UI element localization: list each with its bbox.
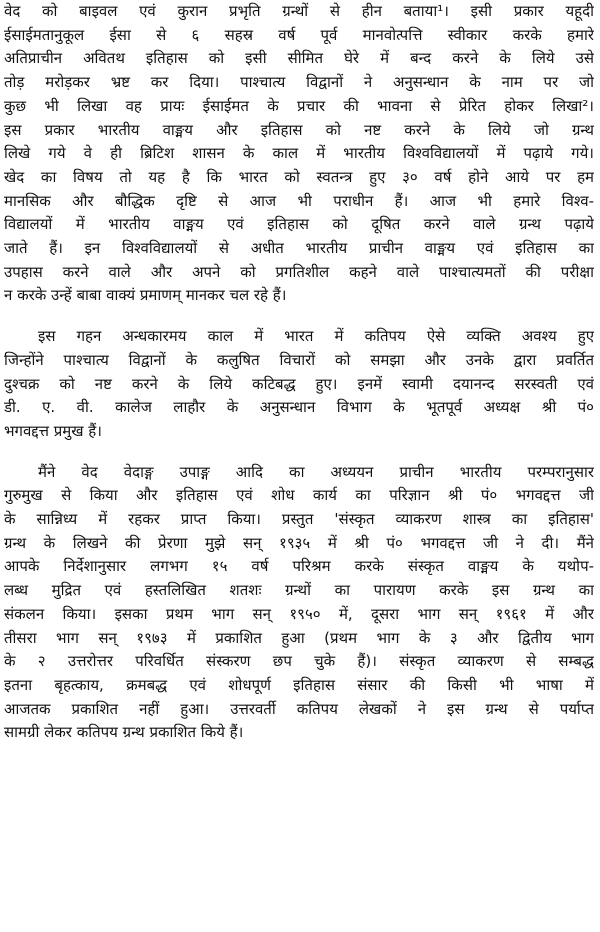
text-line: के २ उत्तरोत्तर परिवर्धित संस्करण छप चुके हैं)। संस्कृत व्याकरण से सम्बद्ध [4,652,594,671]
paragraph-3 [4,461,594,745]
paragraph-gap [4,444,594,461]
text-line: ग्रन्थ के लिखने की प्रेरणा मुझे सन् १९३५ में श्री पं० भगवद्दत्त जी ने दी। मैंने [4,533,594,552]
text-line: इस प्रकार भारतीय वाङ्मय और इतिहास को नष्ट करने के लिये जो ग्रन्थ [4,120,594,139]
text-line: लिखे गये वे ही ब्रिटिश शासन के काल में भारतीय विश्वविद्यालयों में पढ़ाये गये। [4,144,594,163]
text-line: के सान्निध्य में रहकर प्राप्त किया। प्रस्तुत 'संस्कृत व्याकरण शास्त्र का इतिहास' [4,510,594,529]
text-line: वेद को बाइवल एवं कुरान प्रभृति ग्रन्थों से हीन बताया¹। इसी प्रकार यहूदी [4,2,594,20]
text-line: मैंने वेद वेदाङ्ग उपाङ्ग आदि का अध्ययन प्राचीन भारतीय परम्परानुसार [38,462,594,481]
text-line: गुरुमुख से किया और इतिहास एवं शोध कार्य का परिज्ञान श्री पं० भगवद्दत्त जी [4,486,594,505]
text-line: आजतक प्रकाशित नहीं हुआ। उत्तरवर्ती कतिपय लेखकों ने इस ग्रन्थ से पर्याप्त [4,699,594,718]
text-line: भगवद्दत्त प्रमुख हैं। [4,421,102,440]
text-line: तीसरा भाग सन् १९७३ में प्रकाशित हुआ (प्रथम भाग के ३ और द्वितीय भाग [4,628,594,647]
text-line: लब्ध मुद्रित एवं हस्तलिखित शतशः ग्रन्थों का पारायण करके इस ग्रन्थ का [4,581,594,600]
text-line: आपके निर्देशानुसार लगभग १५ वर्ष परिश्रम करके संस्कृत वाङ्मय के यथोप- [4,557,594,576]
text-line: दुश्चक्र को नष्ट करने के लिये कटिबद्ध हुए। इनमें स्वामी दयानन्द सरस्वती एवं [4,374,594,393]
text-line: इतना बृहत्काय, क्रमबद्ध एवं शोधपूर्ण इतिहास संसार की किसी भी भाषा में [4,675,594,694]
text-line: ईसाईमतानुकूल ईसा से ६ सहस्र वर्ष पूर्व मानवोत्पत्ति स्वीकार करके हमारे [4,25,594,44]
paragraph-gap [4,308,594,325]
text-line: न करके उन्हें बाबा वाक्यं प्रमाणम् मानकर चल रहे हैं। [4,286,287,305]
text-line: डी. ए. वी. कालेज लाहौर के अनुसन्धान विभाग के भूतपूर्व अध्यक्ष श्री पं० [4,398,594,417]
text-line: खेद का विषय तो यह है कि भारत को स्वतन्त्र हुए ३० वर्ष होने आये पर हम [4,167,594,186]
text-line: उपहास करने वाले और अपने को प्रगतिशील कहने वाले पाश्चात्यमतों की परीक्षा [4,262,594,281]
text-line: अतिप्राचीन अवितथ इतिहास को इसी सीमित घेरे में बन्द करने के लिये उसे [4,49,594,68]
text-line: जिन्होंने पाश्चात्य विद्वानों के कलुषित विचारों को समझा और उनके द्वारा प्रवर्तित [4,350,594,369]
text-line: मानसिक और बौद्धिक दृष्टि से आज भी पराधीन हैं। आज भी हमारे विश्व- [4,191,594,210]
text-line: विद्यालयों में भारतीय वाङ्मय एवं इतिहास को दूषित करने वाले ग्रन्थ पढ़ाये [4,215,594,234]
paragraph-2 [4,325,594,444]
paragraph-1 [4,0,594,308]
text-line: संकलन किया। इसका प्रथम भाग सन् १९५० में, दूसरा भाग सन् १९६१ में और [4,604,594,623]
text-line: जाते हैं। इन विश्वविद्यालयों से अधीत भारतीय प्राचीन वाङ्मय एवं इतिहास का [4,239,594,258]
text-line: इस गहन अन्धकारमय काल में भारत में कतिपय ऐसे व्यक्ति अवश्य हुए [38,327,594,346]
text-line: कुछ भी लिखा वह प्रायः ईसाईमत के प्रचार की भावना से प्रेरित होकर लिखा²। [4,96,594,115]
text-line: तोड़ मरोड़कर भ्रष्ट कर दिया। पाश्चात्य विद्वानों ने अनुसन्धान के नाम पर जो [4,73,594,92]
text-line: सामग्री लेकर कतिपय ग्रन्थ प्रकाशित किये हैं। [4,723,244,742]
